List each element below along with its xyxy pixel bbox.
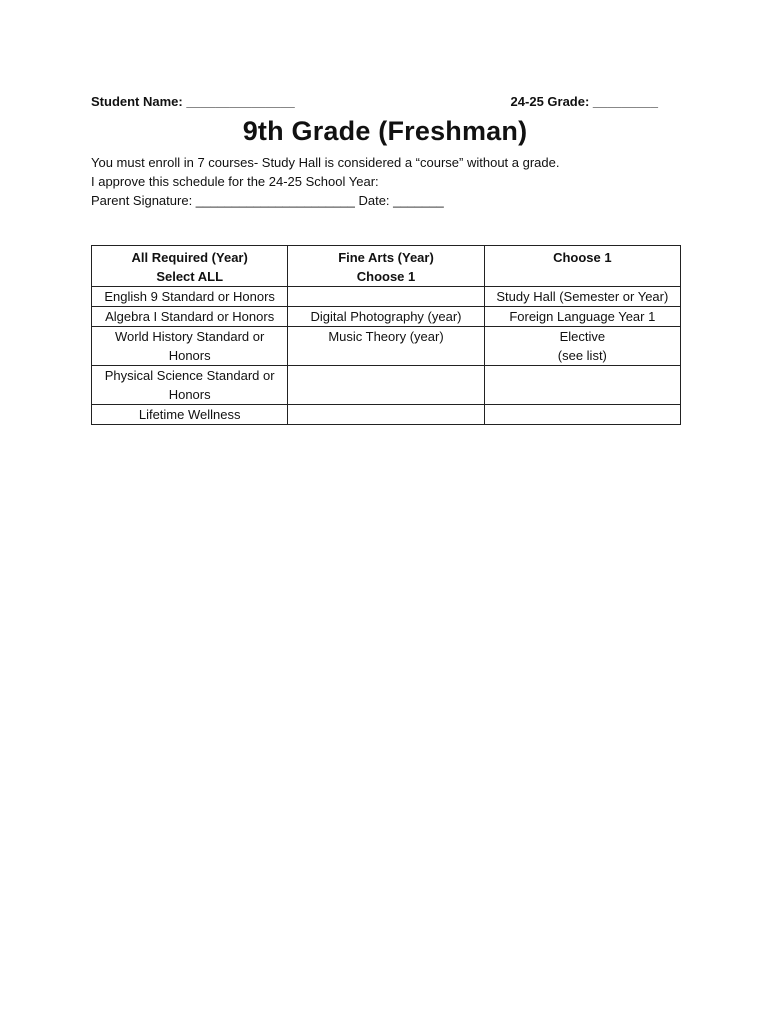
header-fine-arts-title: Fine Arts (Year) xyxy=(338,250,434,265)
header-fine-arts xyxy=(288,246,484,287)
table-cell: Elective (see list) xyxy=(484,327,680,366)
course-table xyxy=(91,245,681,425)
header-choose-one xyxy=(484,246,680,287)
page-title: 9th Grade (Freshman) xyxy=(242,116,528,146)
table-cell xyxy=(288,405,484,425)
table-row xyxy=(92,327,681,366)
table-cell: Physical Science Standard or Honors xyxy=(92,366,288,405)
header-fine-arts-subtitle: Choose 1 xyxy=(356,269,416,284)
table-cell: Algebra I Standard or Honors xyxy=(92,307,288,327)
student-name-field: Student Name: _______________ xyxy=(91,94,295,109)
table-cell: Foreign Language Year 1 xyxy=(484,307,680,327)
instruction-signature: Parent Signature: ______________________ Date: _______ xyxy=(91,193,444,208)
header-row xyxy=(91,94,658,114)
table-cell: World History Standard or Honors xyxy=(92,327,288,366)
table-cell xyxy=(288,287,484,307)
table-row xyxy=(92,366,681,405)
table-cell xyxy=(484,366,680,405)
instruction-approve: I approve this schedule for the 24-25 School Year: xyxy=(91,174,379,189)
table-cell: English 9 Standard or Honors xyxy=(92,287,288,307)
table-cell xyxy=(288,366,484,405)
header-choose-one-title: Choose 1 xyxy=(553,250,612,265)
instruction-enroll: You must enroll in 7 courses- Study Hall is considered a “course” without a grade. xyxy=(91,155,560,170)
table-cell: Study Hall (Semester or Year) xyxy=(484,287,680,307)
header-all-required-title: All Required (Year) xyxy=(131,250,248,265)
table-row xyxy=(92,287,681,307)
header-all-required-subtitle: Select ALL xyxy=(156,269,224,284)
table-cell: Music Theory (year) xyxy=(288,327,484,366)
table-header-row xyxy=(92,246,681,287)
table-cell: Lifetime Wellness xyxy=(92,405,288,425)
table-row xyxy=(92,405,681,425)
header-all-required xyxy=(92,246,288,287)
table-row xyxy=(92,307,681,327)
instructions xyxy=(91,153,691,210)
grade-field: 24-25 Grade: _________ xyxy=(510,94,658,109)
table-cell: Digital Photography (year) xyxy=(288,307,484,327)
table-cell xyxy=(484,405,680,425)
